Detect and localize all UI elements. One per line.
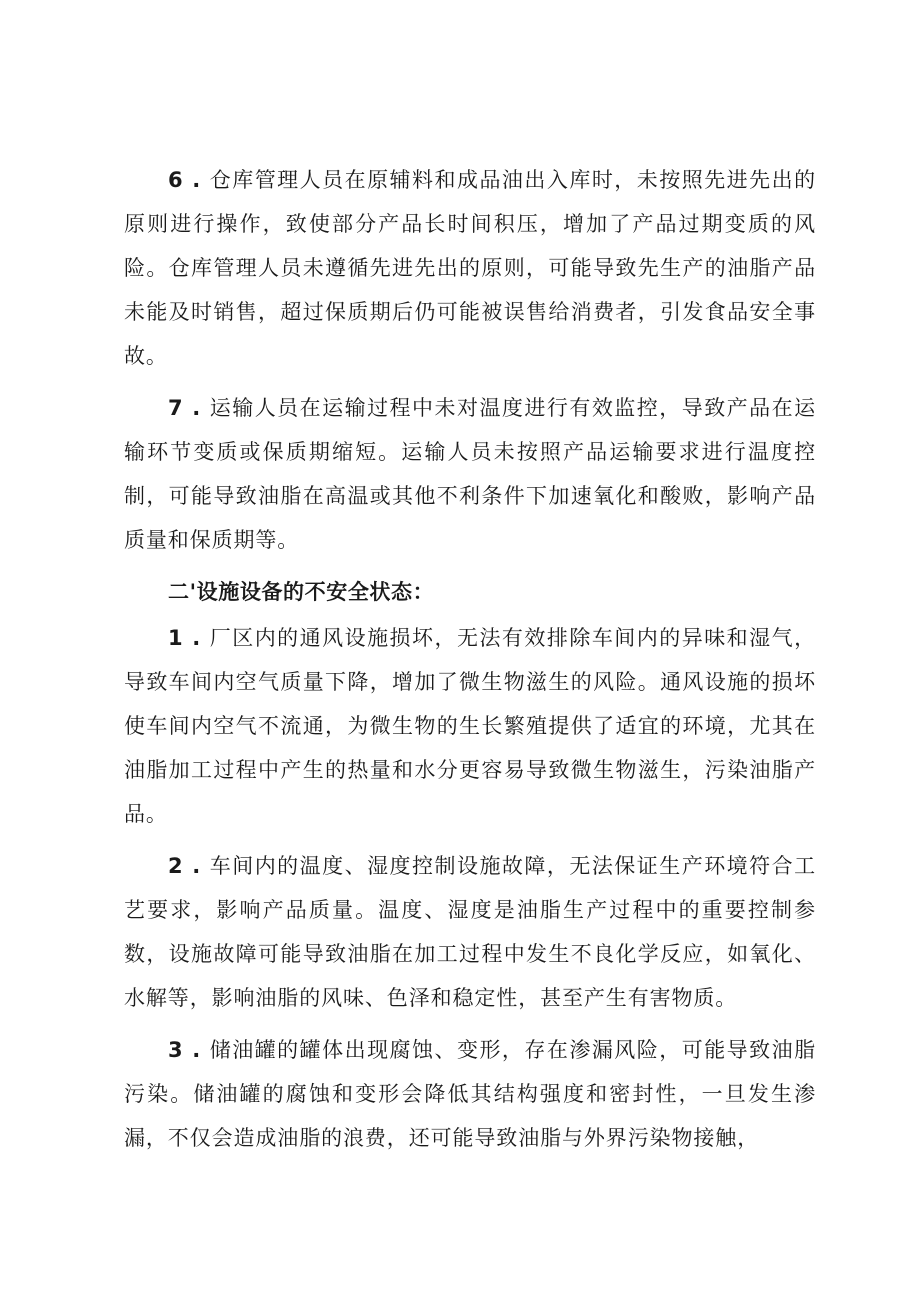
paragraph-text: 仓库管理人员在原辅料和成品油出入库时，未按照先进先出的原则进行操作，致使部分产品长时间积压，增加了产品过期变质的风险。仓库管理人员未遵循先进先出的原则，可能导致先生产的油脂产品未能及时销售，超过保质期后仍可能被误售给消费者，引发食品安全事故。 [124,168,816,368]
paragraph-item-3 [124,1028,816,1160]
section-heading: 二'设施设备的不安全状态： [168,580,435,604]
item-number: 7 . [168,396,202,420]
paragraph-text: 厂区内的通风设施损坏，无法有效排除车间内的异味和湿气，导致车间内空气质量下降，增加了微生物滋生的风险。通风设施的损坏使车间内空气不流通，为微生物的生长繁殖提供了适宜的环境，尤其在油脂加工过程中产生的热量和水分更容易导致微生物滋生，污染油脂产品。 [124,626,816,826]
paragraph-item-1 [124,616,816,836]
paragraph-text: 运输人员在运输过程中未对温度进行有效监控，导致产品在运输环节变质或保质期缩短。运输人员未按照产品运输要求进行温度控制，可能导致油脂在高温或其他不利条件下加速氧化和酸败，影响产品质量和保质期等。 [124,396,816,552]
item-number: 3 . [168,1038,202,1062]
item-number: 1 . [168,626,202,650]
paragraph-item-2 [124,844,816,1020]
paragraph-text: 车间内的温度、湿度控制设施故障，无法保证生产环境符合工艺要求，影响产品质量。温度、湿度是油脂生产过程中的重要控制参数，设施故障可能导致油脂在加工过程中发生不良化学反应，如氧化、水解等，影响油脂的风味、色泽和稳定性，甚至产生有害物质。 [124,854,816,1010]
document-body [124,158,816,1168]
item-number: 2 . [168,854,202,878]
paragraph-item-7 [124,386,816,562]
paragraph-item-6 [124,158,816,378]
paragraph-text: 储油罐的罐体出现腐蚀、变形，存在渗漏风险，可能导致油脂污染。储油罐的腐蚀和变形会降低其结构强度和密封性，一旦发生渗漏，不仅会造成油脂的浪费，还可能导致油脂与外界污染物接触， [124,1038,816,1150]
item-number: 6 . [168,168,202,192]
